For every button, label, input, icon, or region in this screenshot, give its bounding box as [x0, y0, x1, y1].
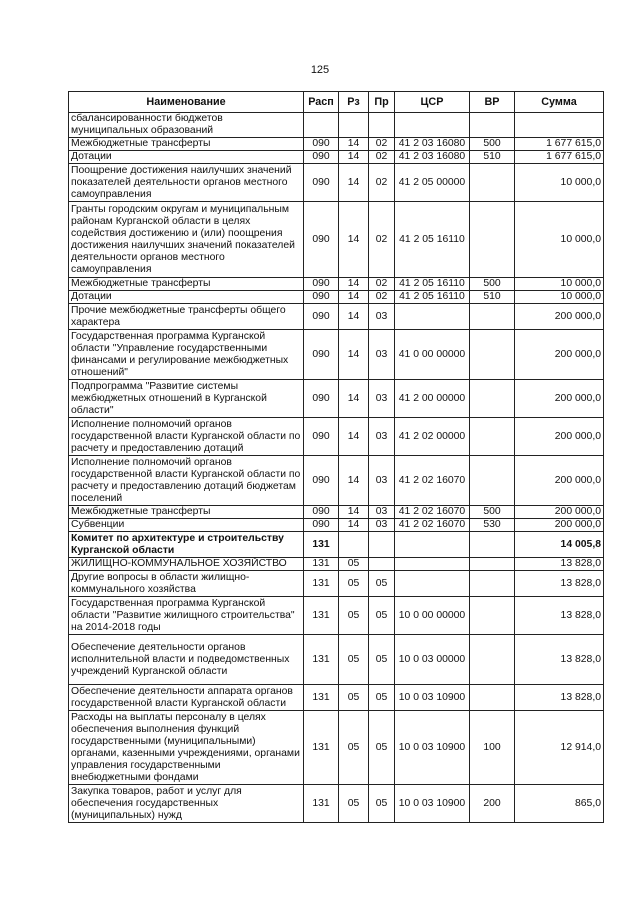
cell-sum: 12 914,0: [515, 711, 604, 785]
cell-vr: [470, 380, 515, 418]
cell-sum: 200 000,0: [515, 418, 604, 456]
cell-sum: 200 000,0: [515, 330, 604, 380]
table-row: [69, 456, 604, 506]
cell-sum: 10 000,0: [515, 202, 604, 278]
table-row: [69, 278, 604, 291]
cell-rasp: 090: [304, 278, 339, 291]
cell-sum: 13 828,0: [515, 571, 604, 597]
cell-csr: 41 2 05 00000: [395, 164, 470, 202]
cell-vr: [470, 202, 515, 278]
cell-pr: 03: [369, 304, 395, 330]
cell-rz: 14: [339, 380, 369, 418]
cell-rasp: 090: [304, 164, 339, 202]
cell-sum: 200 000,0: [515, 519, 604, 532]
cell-vr: 500: [470, 278, 515, 291]
cell-rasp: 131: [304, 597, 339, 635]
cell-rasp: 090: [304, 330, 339, 380]
cell-name: ЖИЛИЩНО-КОММУНАЛЬНОЕ ХОЗЯЙСТВО: [69, 558, 304, 571]
cell-csr: [395, 571, 470, 597]
cell-name: Закупка товаров, работ и услуг для обеспечения государственных (муниципальных) нужд: [69, 785, 304, 823]
table-row: [69, 418, 604, 456]
cell-sum: 10 000,0: [515, 278, 604, 291]
cell-sum: 13 828,0: [515, 635, 604, 685]
cell-name: Обеспечение деятельности органов исполнительной власти и подведомственных учреждений Курганской области: [69, 635, 304, 685]
cell-rz: [339, 532, 369, 558]
cell-sum: [515, 113, 604, 138]
cell-sum: 200 000,0: [515, 304, 604, 330]
cell-vr: [470, 113, 515, 138]
cell-rz: 05: [339, 558, 369, 571]
cell-vr: 100: [470, 711, 515, 785]
cell-pr: 02: [369, 278, 395, 291]
cell-rasp: 090: [304, 456, 339, 506]
cell-rasp: 131: [304, 711, 339, 785]
table-row: [69, 291, 604, 304]
header-vr: ВР: [470, 92, 515, 113]
cell-csr: 41 2 00 00000: [395, 380, 470, 418]
header-pr: Пр: [369, 92, 395, 113]
table-row: [69, 685, 604, 711]
cell-csr: 10 0 03 10900: [395, 785, 470, 823]
cell-sum: 13 828,0: [515, 558, 604, 571]
header-csr: ЦСР: [395, 92, 470, 113]
cell-rz: 14: [339, 418, 369, 456]
cell-rz: 14: [339, 456, 369, 506]
cell-vr: [470, 418, 515, 456]
cell-name: Комитет по архитектуре и строительству Курганской области: [69, 532, 304, 558]
cell-csr: [395, 532, 470, 558]
cell-rasp: 131: [304, 685, 339, 711]
table-row: [69, 532, 604, 558]
cell-name: Прочие межбюджетные трансферты общего характера: [69, 304, 304, 330]
table-row: [69, 519, 604, 532]
cell-pr: 03: [369, 506, 395, 519]
cell-pr: 05: [369, 685, 395, 711]
cell-name: Государственная программа Курганской области "Управление государственными финансами и регулирование межбюджетных отношений": [69, 330, 304, 380]
cell-name: Межбюджетные трансферты: [69, 138, 304, 151]
cell-csr: 41 2 05 16110: [395, 202, 470, 278]
cell-name: сбалансированности бюджетов муниципальных образований: [69, 113, 304, 138]
budget-table: [68, 91, 604, 823]
cell-csr: 41 2 03 16080: [395, 138, 470, 151]
cell-csr: 41 2 02 16070: [395, 506, 470, 519]
cell-vr: [470, 330, 515, 380]
table-row: [69, 635, 604, 685]
table-row: [69, 113, 604, 138]
cell-sum: 13 828,0: [515, 597, 604, 635]
table-row: [69, 785, 604, 823]
cell-pr: 02: [369, 138, 395, 151]
cell-csr: 41 2 03 16080: [395, 151, 470, 164]
cell-rz: [339, 113, 369, 138]
cell-pr: 05: [369, 597, 395, 635]
cell-vr: 510: [470, 291, 515, 304]
table-row: [69, 571, 604, 597]
cell-csr: 41 2 02 16070: [395, 456, 470, 506]
cell-vr: [470, 456, 515, 506]
cell-rz: 05: [339, 685, 369, 711]
cell-vr: 500: [470, 138, 515, 151]
header-rasp: Расп: [304, 92, 339, 113]
cell-rasp: 131: [304, 532, 339, 558]
table-row: [69, 164, 604, 202]
cell-sum: 865,0: [515, 785, 604, 823]
cell-rasp: 131: [304, 571, 339, 597]
cell-name: Обеспечение деятельности аппарата органов государственной власти Курганской области: [69, 685, 304, 711]
cell-rz: 14: [339, 519, 369, 532]
cell-vr: [470, 635, 515, 685]
cell-rasp: 090: [304, 202, 339, 278]
cell-vr: [470, 571, 515, 597]
cell-vr: 500: [470, 506, 515, 519]
cell-rasp: 131: [304, 635, 339, 685]
cell-sum: 10 000,0: [515, 291, 604, 304]
cell-rasp: 090: [304, 138, 339, 151]
cell-rz: 14: [339, 291, 369, 304]
cell-rz: 05: [339, 785, 369, 823]
cell-vr: 510: [470, 151, 515, 164]
cell-csr: 41 2 05 16110: [395, 291, 470, 304]
cell-rz: 14: [339, 304, 369, 330]
cell-rz: 14: [339, 330, 369, 380]
table-row: [69, 138, 604, 151]
cell-vr: [470, 685, 515, 711]
cell-csr: 10 0 00 00000: [395, 597, 470, 635]
cell-sum: 200 000,0: [515, 380, 604, 418]
cell-sum: 200 000,0: [515, 506, 604, 519]
cell-csr: [395, 558, 470, 571]
cell-pr: 05: [369, 711, 395, 785]
header-rz: Рз: [339, 92, 369, 113]
cell-vr: 200: [470, 785, 515, 823]
cell-pr: 02: [369, 164, 395, 202]
cell-name: Субвенции: [69, 519, 304, 532]
cell-pr: 03: [369, 519, 395, 532]
table-row: [69, 151, 604, 164]
cell-sum: 13 828,0: [515, 685, 604, 711]
table-row: [69, 711, 604, 785]
cell-rasp: 131: [304, 558, 339, 571]
cell-pr: 05: [369, 635, 395, 685]
cell-csr: 10 0 03 00000: [395, 635, 470, 685]
cell-name: Другие вопросы в области жилищно-коммунального хозяйства: [69, 571, 304, 597]
cell-sum: 200 000,0: [515, 456, 604, 506]
table-row: [69, 506, 604, 519]
cell-csr: 41 2 02 16070: [395, 519, 470, 532]
cell-pr: 02: [369, 202, 395, 278]
cell-rz: 05: [339, 571, 369, 597]
cell-pr: 03: [369, 418, 395, 456]
cell-pr: 03: [369, 456, 395, 506]
page-number: 125: [310, 64, 330, 76]
cell-vr: [470, 558, 515, 571]
cell-pr: [369, 558, 395, 571]
cell-rasp: 090: [304, 380, 339, 418]
cell-name: Дотации: [69, 291, 304, 304]
cell-csr: 10 0 03 10900: [395, 711, 470, 785]
cell-vr: [470, 532, 515, 558]
header-sum: Сумма: [515, 92, 604, 113]
cell-name: Межбюджетные трансферты: [69, 506, 304, 519]
cell-sum: 10 000,0: [515, 164, 604, 202]
cell-rz: 14: [339, 202, 369, 278]
cell-name: Дотации: [69, 151, 304, 164]
cell-vr: [470, 597, 515, 635]
cell-rasp: 090: [304, 291, 339, 304]
cell-rasp: 131: [304, 785, 339, 823]
cell-csr: 41 0 00 00000: [395, 330, 470, 380]
cell-pr: [369, 113, 395, 138]
header-name: Наименование: [69, 92, 304, 113]
cell-rasp: 090: [304, 151, 339, 164]
cell-pr: 03: [369, 380, 395, 418]
cell-csr: [395, 304, 470, 330]
table-row: [69, 304, 604, 330]
cell-pr: 02: [369, 291, 395, 304]
cell-pr: 03: [369, 330, 395, 380]
cell-vr: [470, 304, 515, 330]
cell-rasp: 090: [304, 519, 339, 532]
cell-csr: 41 2 05 16110: [395, 278, 470, 291]
cell-rz: 14: [339, 164, 369, 202]
cell-name: Гранты городским округам и муниципальным районам Курганской области в целях содействия достижению и (или) поощрения достижения наилучших значений показателей деятельности органов местного самоуправления: [69, 202, 304, 278]
cell-rz: 14: [339, 278, 369, 291]
cell-name: Расходы на выплаты персоналу в целях обеспечения выполнения функций государственными (муниципальными) органами, казенными учреждениями, органами управления государственными внебюджетными фондами: [69, 711, 304, 785]
cell-rz: 14: [339, 138, 369, 151]
cell-rz: 14: [339, 506, 369, 519]
cell-rz: 14: [339, 151, 369, 164]
cell-pr: [369, 532, 395, 558]
table-row: [69, 330, 604, 380]
cell-name: Исполнение полномочий органов государственной власти Курганской области по расчету и предоставлению дотаций: [69, 418, 304, 456]
cell-rasp: 090: [304, 304, 339, 330]
cell-name: Исполнение полномочий органов государственной власти Курганской области по расчету и предоставлению дотаций бюджетам поселений: [69, 456, 304, 506]
cell-name: Поощрение достижения наилучших значений показателей деятельности органов местного самоуправления: [69, 164, 304, 202]
cell-csr: [395, 113, 470, 138]
cell-name: Межбюджетные трансферты: [69, 278, 304, 291]
cell-rz: 05: [339, 711, 369, 785]
cell-csr: 41 2 02 00000: [395, 418, 470, 456]
cell-pr: 02: [369, 151, 395, 164]
cell-rasp: 090: [304, 418, 339, 456]
cell-rasp: [304, 113, 339, 138]
table-row: [69, 202, 604, 278]
cell-sum: 14 005,8: [515, 532, 604, 558]
cell-sum: 1 677 615,0: [515, 151, 604, 164]
cell-sum: 1 677 615,0: [515, 138, 604, 151]
cell-csr: 10 0 03 10900: [395, 685, 470, 711]
cell-rasp: 090: [304, 506, 339, 519]
cell-rz: 05: [339, 597, 369, 635]
cell-rz: 05: [339, 635, 369, 685]
header-row: [69, 92, 604, 113]
cell-vr: 530: [470, 519, 515, 532]
table-row: [69, 380, 604, 418]
cell-pr: 05: [369, 571, 395, 597]
table-row: [69, 597, 604, 635]
cell-vr: [470, 164, 515, 202]
cell-name: Государственная программа Курганской области "Развитие жилищного строительства" на 2014-2018 годы: [69, 597, 304, 635]
table-row: [69, 558, 604, 571]
cell-name: Подпрограмма "Развитие системы межбюджетных отношений в Курганской области": [69, 380, 304, 418]
cell-pr: 05: [369, 785, 395, 823]
